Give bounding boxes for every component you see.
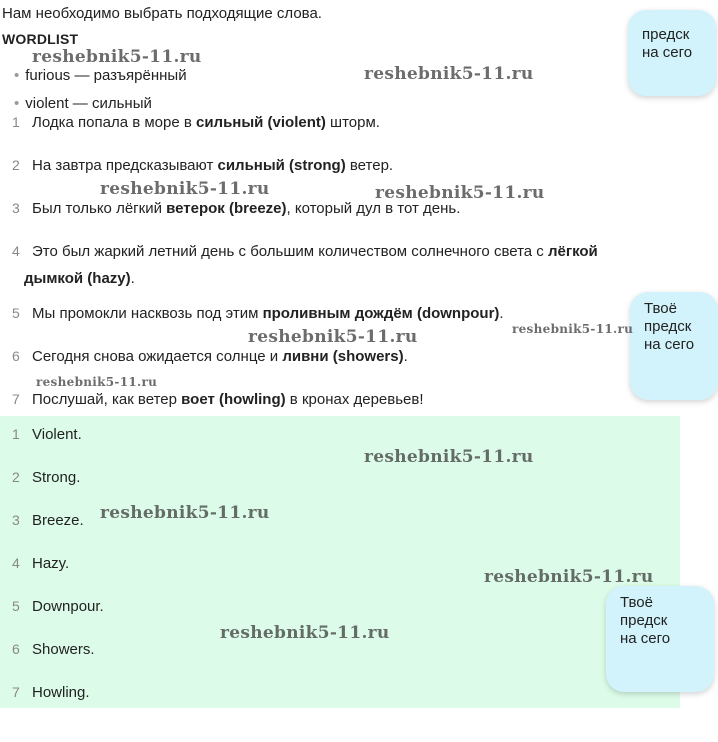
answer-text: Howling.: [32, 684, 90, 701]
chat-bubble-popup[interactable]: предск на сего: [628, 10, 716, 96]
chat-bubble-popup[interactable]: Твоё предск на сего: [630, 292, 718, 400]
wordlist-item: • furious — разъярённый: [14, 67, 187, 84]
bullet-icon: •: [14, 95, 20, 112]
bullet-icon: •: [14, 67, 20, 84]
sentence-number: 5: [12, 305, 20, 321]
sentence-text: Это был жаркий летний день с большим количеством солнечного света с лёгкой дымкой (hazy).: [24, 243, 598, 287]
sentence-number: 3: [12, 200, 20, 216]
watermark: reshebnik5-11.ru: [364, 447, 534, 467]
sentence-text: На завтра предсказывают сильный (strong) ветер.: [32, 157, 394, 174]
answer-number: 6: [12, 641, 20, 657]
answer-number: 3: [12, 512, 20, 528]
answers-panel: [0, 416, 680, 708]
chat-bubble-popup[interactable]: Твоё предск на сего: [606, 586, 714, 692]
answer-text: Showers.: [32, 641, 95, 658]
answer-number: 2: [12, 469, 20, 485]
sentence-text: Послушай, как ветер воет (howling) в кронах деревьев!: [32, 391, 424, 408]
answer-text: Hazy.: [32, 555, 70, 572]
watermark: reshebnik5-11.ru: [375, 183, 545, 203]
wordlist-item: • violent — сильный: [14, 95, 152, 112]
watermark: reshebnik5-11.ru: [220, 623, 390, 643]
watermark: reshebnik5-11.ru: [364, 64, 534, 84]
answer-number: 7: [12, 684, 20, 700]
wordlist-title: WORDLIST: [2, 31, 79, 47]
watermark: reshebnik5-11.ru: [32, 47, 202, 67]
sentence-text: Лодка попала в море в сильный (violent) шторм.: [32, 114, 380, 131]
sentence-text: Был только лёгкий ветерок (breeze), который дул в тот день.: [32, 200, 461, 217]
watermark: reshebnik5-11.ru: [248, 327, 418, 347]
watermark: reshebnik5-11.ru: [100, 503, 270, 523]
sentence-number: 6: [12, 348, 20, 364]
answer-text: Strong.: [32, 469, 81, 486]
answer-number: 4: [12, 555, 20, 571]
answer-text: Downpour.: [32, 598, 104, 615]
watermark: reshebnik5-11.ru: [36, 375, 158, 389]
watermark: reshebnik5-11.ru: [100, 179, 270, 199]
sentence-text: Мы промокли насквозь под этим проливным дождём (downpour).: [32, 305, 504, 322]
sentence-number: 7: [12, 391, 20, 407]
watermark: reshebnik5-11.ru: [512, 322, 634, 336]
answer-text: Violent.: [32, 426, 82, 443]
sentence-number: 4: [12, 243, 20, 259]
intro-text: Нам необходимо выбрать подходящие слова.: [2, 5, 322, 22]
wordlist-clipped: [0, 92, 220, 112]
sentence-number: 2: [12, 157, 20, 173]
answer-text: Breeze.: [32, 512, 84, 529]
watermark: reshebnik5-11.ru: [484, 567, 654, 587]
answer-number: 5: [12, 598, 20, 614]
sentence-number: 1: [12, 114, 20, 130]
sentence-text: Сегодня снова ожидается солнце и ливни (showers).: [32, 348, 408, 365]
answer-number: 1: [12, 426, 20, 442]
